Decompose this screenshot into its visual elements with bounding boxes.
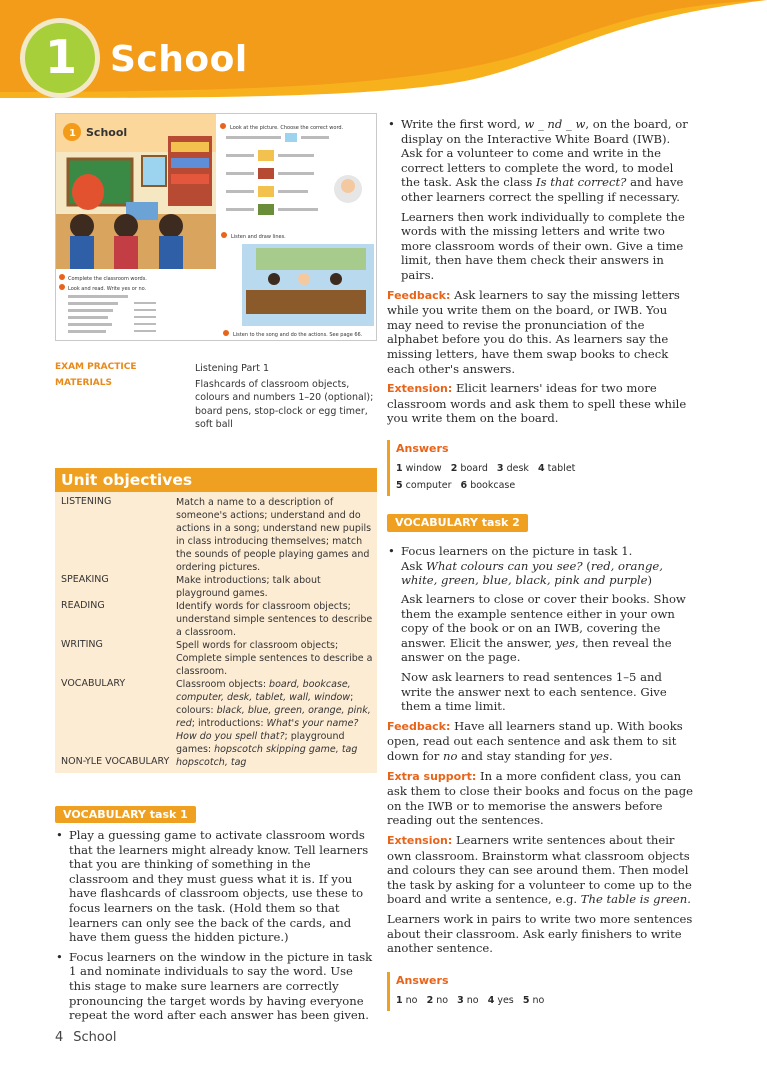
objective-skill: WRITING [61, 639, 103, 650]
thumb-task4: Listen and draw lines. [231, 234, 286, 240]
objective-text: hopscotch, tag [176, 757, 247, 768]
page-title: School [110, 39, 248, 80]
objective-row-listening [61, 496, 373, 574]
thumb-task3: Look and read. Write yes or no. [68, 286, 147, 292]
student-book-thumbnail [55, 113, 377, 341]
page-number: 4 [55, 1030, 64, 1045]
objective-text: Spell words for classroom objects; Complete simple sentences to describe a classroom. [176, 640, 373, 677]
extension-note: Extension: Elicit learners' ideas for two more classroom words and ask them to spell these while you write them on the board. [387, 381, 687, 426]
answers-line: 1 window 2 board 3 desk 4 tablet [396, 463, 576, 475]
materials-key: MATERIALS [55, 377, 112, 388]
materials-row-exam [55, 362, 377, 376]
objective-skill: READING [61, 600, 105, 611]
paragraph: Now ask learners to read sentences 1–5 and write the answer next to each sentence. Give them a time limit. [401, 670, 667, 714]
objective-row-non-yle [61, 756, 373, 769]
thumb-unit-number: 1 [69, 128, 76, 139]
thumb-task2: Complete the classroom words. [68, 276, 147, 282]
objectives-table [55, 492, 377, 773]
list-item: • Play a guessing game to activate classroom words that the learners might already know. Tell learners that you are thinking of something in the classroom and they must guess what it is. If you have flashcards of classroom objects, use these to focus learners on the task. (Hold them so that learners can only see the back of the cards, and have them guess the hidden picture.) [55, 828, 373, 945]
paragraph: Learners work in pairs to write two more sentences about their classroom. Ask early finishers to write another sentence. [387, 911, 693, 956]
feedback-note: Feedback: Ask learners to say the missing letters while you write them on the board, or IWB. You may need to revise the pronunciation of the alphabet before you do this. As learners say the missing letters, have them swap books to check each other's answers. [387, 287, 680, 376]
objective-skill: SPEAKING [61, 574, 109, 585]
thumb-task1: Look at the picture. Choose the correct word. [230, 125, 344, 131]
materials-row-materials [55, 378, 377, 432]
materials-key: EXAM PRACTICE [55, 362, 137, 372]
paragraph: Ask learners to close or cover their books. Show them the example sentence either in your own copy of the book or on an IWB, covering the answer. Elicit the answer, yes, then reveal the answer on the page. [401, 592, 686, 665]
answers-heading: Answers [396, 441, 449, 455]
objective-row-speaking [61, 574, 373, 600]
thumb-task5: Listen to the song and do the actions. See page 66. [233, 332, 363, 338]
feedback-note: Feedback: Have all learners stand up. With books open, read out each sentence and ask them to sit down for no and stay standing for yes. [387, 718, 683, 763]
extra-support-note: Extra support: In a more confident class, you can ask them to close their books and focus on the page on the IWB or to memorise the answers before reading out the sentences. [387, 768, 693, 828]
vocabulary-task1-tag: VOCABULARY task 1 [55, 806, 196, 823]
answers-box-task2 [387, 972, 694, 1011]
objective-text: Classroom objects: board, bookcase, computer, desk, tablet, wall, window; colours: black, blue, green, orange, pink, red; introductions: What's your name? How do you spell that?; playground games: hopscotch skipping game, tag [176, 679, 371, 755]
objective-skill: VOCABULARY [61, 678, 126, 689]
list-item: • Write the first word, w _ nd _ w, on the board, or display on the Interactive White Board (IWB). Ask for a volunteer to come and write in the correct letters to complete the word, to model the task. Ask the class Is that correct? and have other learners correct the spelling if necessary. [387, 117, 694, 205]
list-item: • Focus learners on the window in the picture in task 1 and nominate individuals to say the word. Use this stage to make sure learners are correctly pronouncing the target words by having everyone repeat the word after each answer has been given. [55, 950, 373, 1023]
answers-line: 1 no 2 no 3 no 4 yes 5 no [396, 995, 545, 1007]
extension-note: Extension: Learners write sentences about their own classroom. Brainstorm what classroom objects and colours they can see around them. Then model the task by asking for a volunteer to come up to the board and write a sentence, e.g. The table is green. [387, 832, 692, 907]
page-header [0, 0, 767, 98]
unit-number: 1 [44, 30, 77, 84]
vocabulary-task1-notes [55, 828, 373, 1028]
objective-row-reading [61, 600, 373, 639]
objective-skill: NON-YLE VOCABULARY [61, 756, 170, 767]
objective-row-writing [61, 639, 373, 678]
objective-text: Make introductions; talk about playground games. [176, 575, 321, 599]
list-item: • Focus learners on the picture in task 1. Ask What colours can you see? (red, orange, white, green, blue, black, pink and purple) [387, 544, 694, 588]
answers-box-task1 [387, 440, 694, 496]
unit-objectives [55, 468, 377, 773]
materials-value: Listening Part 1 [195, 363, 270, 374]
objective-text: Identify words for classroom objects; understand simple sentences to describe a classroom. [176, 601, 373, 638]
thumbnail-illustration [56, 114, 377, 341]
thumb-title: School [86, 126, 128, 139]
right-column [387, 117, 694, 1019]
answers-line: 5 computer 6 bookcase [396, 480, 516, 492]
footer-title: School [73, 1030, 117, 1045]
answers-heading: Answers [396, 973, 449, 987]
objective-text: Match a name to a description of someone's actions; understand and do actions in a song; understand new pupils in class introducing themselves; match the sounds of people playing games and ordering pictures. [176, 497, 372, 573]
paragraph: Learners then work individually to complete the words with the missing letters and write two more classroom words of their own. Give a time limit, then have them check their answers in pairs. [401, 209, 685, 282]
objectives-heading: Unit objectives [55, 468, 377, 492]
objective-row-vocabulary [61, 678, 373, 756]
materials-box [55, 362, 377, 434]
materials-value: Flashcards of classroom objects, colours and numbers 1–20 (optional); board pens, stop-clock or egg timer, soft ball [195, 378, 374, 430]
objective-skill: LISTENING [61, 496, 112, 507]
vocabulary-task2-tag: VOCABULARY task 2 [387, 514, 528, 533]
page-footer [55, 1030, 116, 1045]
